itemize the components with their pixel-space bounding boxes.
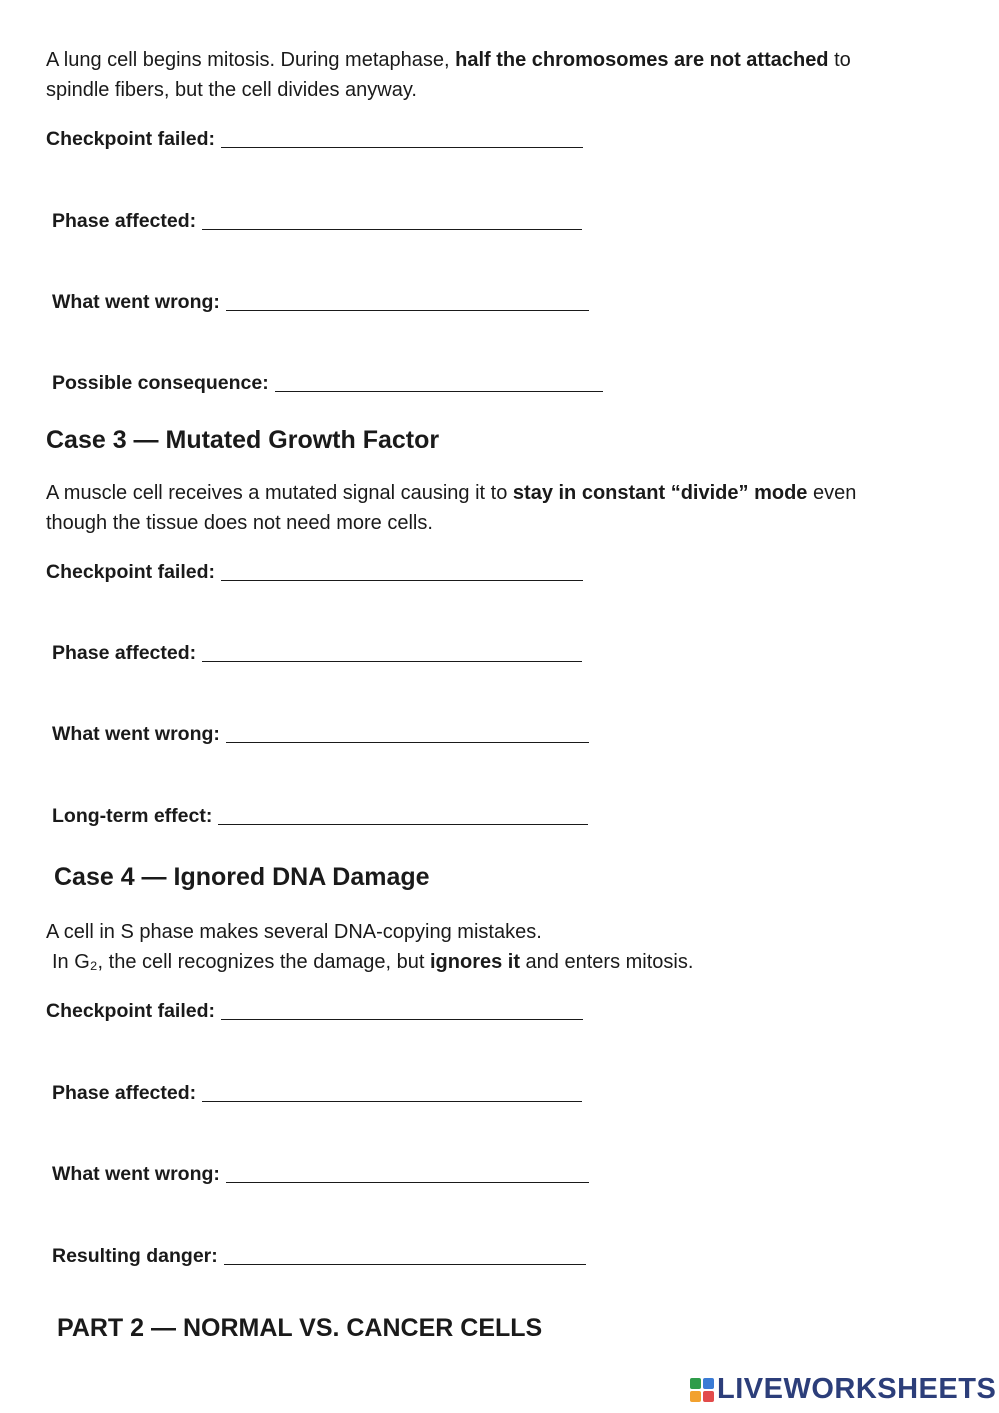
answer-blank[interactable] — [202, 1100, 582, 1102]
case2-wrong-field — [52, 291, 589, 314]
answer-blank[interactable] — [221, 1018, 583, 1020]
field-label: Checkpoint failed: — [46, 561, 216, 583]
case3-checkpoint-field — [46, 561, 583, 584]
field-label: Phase affected: — [52, 1082, 197, 1104]
case2-scenario-line2: spindle fibers, but the cell divides anyway. — [46, 79, 417, 101]
case4-phase-field — [52, 1082, 582, 1105]
case3-title: Case 3 — Mutated Growth Factor — [46, 426, 440, 454]
field-label: Resulting danger: — [52, 1245, 218, 1267]
answer-blank[interactable] — [224, 1263, 586, 1265]
part2-title: PART 2 — NORMAL VS. CANCER CELLS — [57, 1314, 543, 1342]
field-label: Phase affected: — [52, 642, 197, 664]
case2-consequence-field — [52, 372, 603, 395]
case3-scenario-line1: A muscle cell receives a mutated signal causing it to stay in constant “divide” mode even — [46, 482, 857, 504]
case4-scenario-line2: In G₂, the cell recognizes the damage, but ignores it and enters mitosis. — [52, 951, 694, 973]
answer-blank[interactable] — [202, 660, 582, 662]
case3-scenario — [46, 478, 856, 538]
field-label: Phase affected: — [52, 210, 197, 232]
answer-blank[interactable] — [226, 741, 589, 743]
case4-title: Case 4 — Ignored DNA Damage — [54, 863, 430, 891]
liveworksheets-logo — [690, 1373, 996, 1406]
case2-scenario-line1: A lung cell begins mitosis. During metaphase, half the chromosomes are not attached to — [46, 49, 851, 71]
field-label: Long-term effect: — [52, 805, 213, 827]
field-label: What went wrong: — [52, 291, 220, 313]
case3-scenario-line2: though the tissue does not need more cells. — [46, 512, 433, 534]
answer-blank[interactable] — [202, 228, 582, 230]
answer-blank[interactable] — [218, 823, 588, 825]
field-label: Checkpoint failed: — [46, 128, 216, 150]
case3-phase-field — [52, 642, 582, 665]
answer-blank[interactable] — [275, 390, 603, 392]
case2-scenario — [46, 45, 851, 105]
case4-danger-field — [52, 1245, 586, 1268]
logo-text: LIVEWORKSHEETS — [717, 1373, 997, 1405]
case2-checkpoint-field — [46, 128, 583, 151]
case3-wrong-field — [52, 723, 589, 746]
case4-scenario — [46, 917, 693, 977]
answer-blank[interactable] — [221, 579, 583, 581]
case4-scenario-line1: A cell in S phase makes several DNA-copying mistakes. — [46, 921, 542, 943]
field-label: Checkpoint failed: — [46, 1000, 216, 1022]
case4-wrong-field — [52, 1163, 589, 1186]
field-label: What went wrong: — [52, 1163, 220, 1185]
case4-checkpoint-field — [46, 1000, 583, 1023]
answer-blank[interactable] — [221, 146, 583, 148]
field-label: Possible consequence: — [52, 372, 269, 394]
case3-effect-field — [52, 805, 588, 828]
logo-blocks-icon — [690, 1378, 714, 1402]
field-label: What went wrong: — [52, 723, 220, 745]
case2-phase-field — [52, 210, 582, 233]
answer-blank[interactable] — [226, 1181, 589, 1183]
answer-blank[interactable] — [226, 309, 589, 311]
